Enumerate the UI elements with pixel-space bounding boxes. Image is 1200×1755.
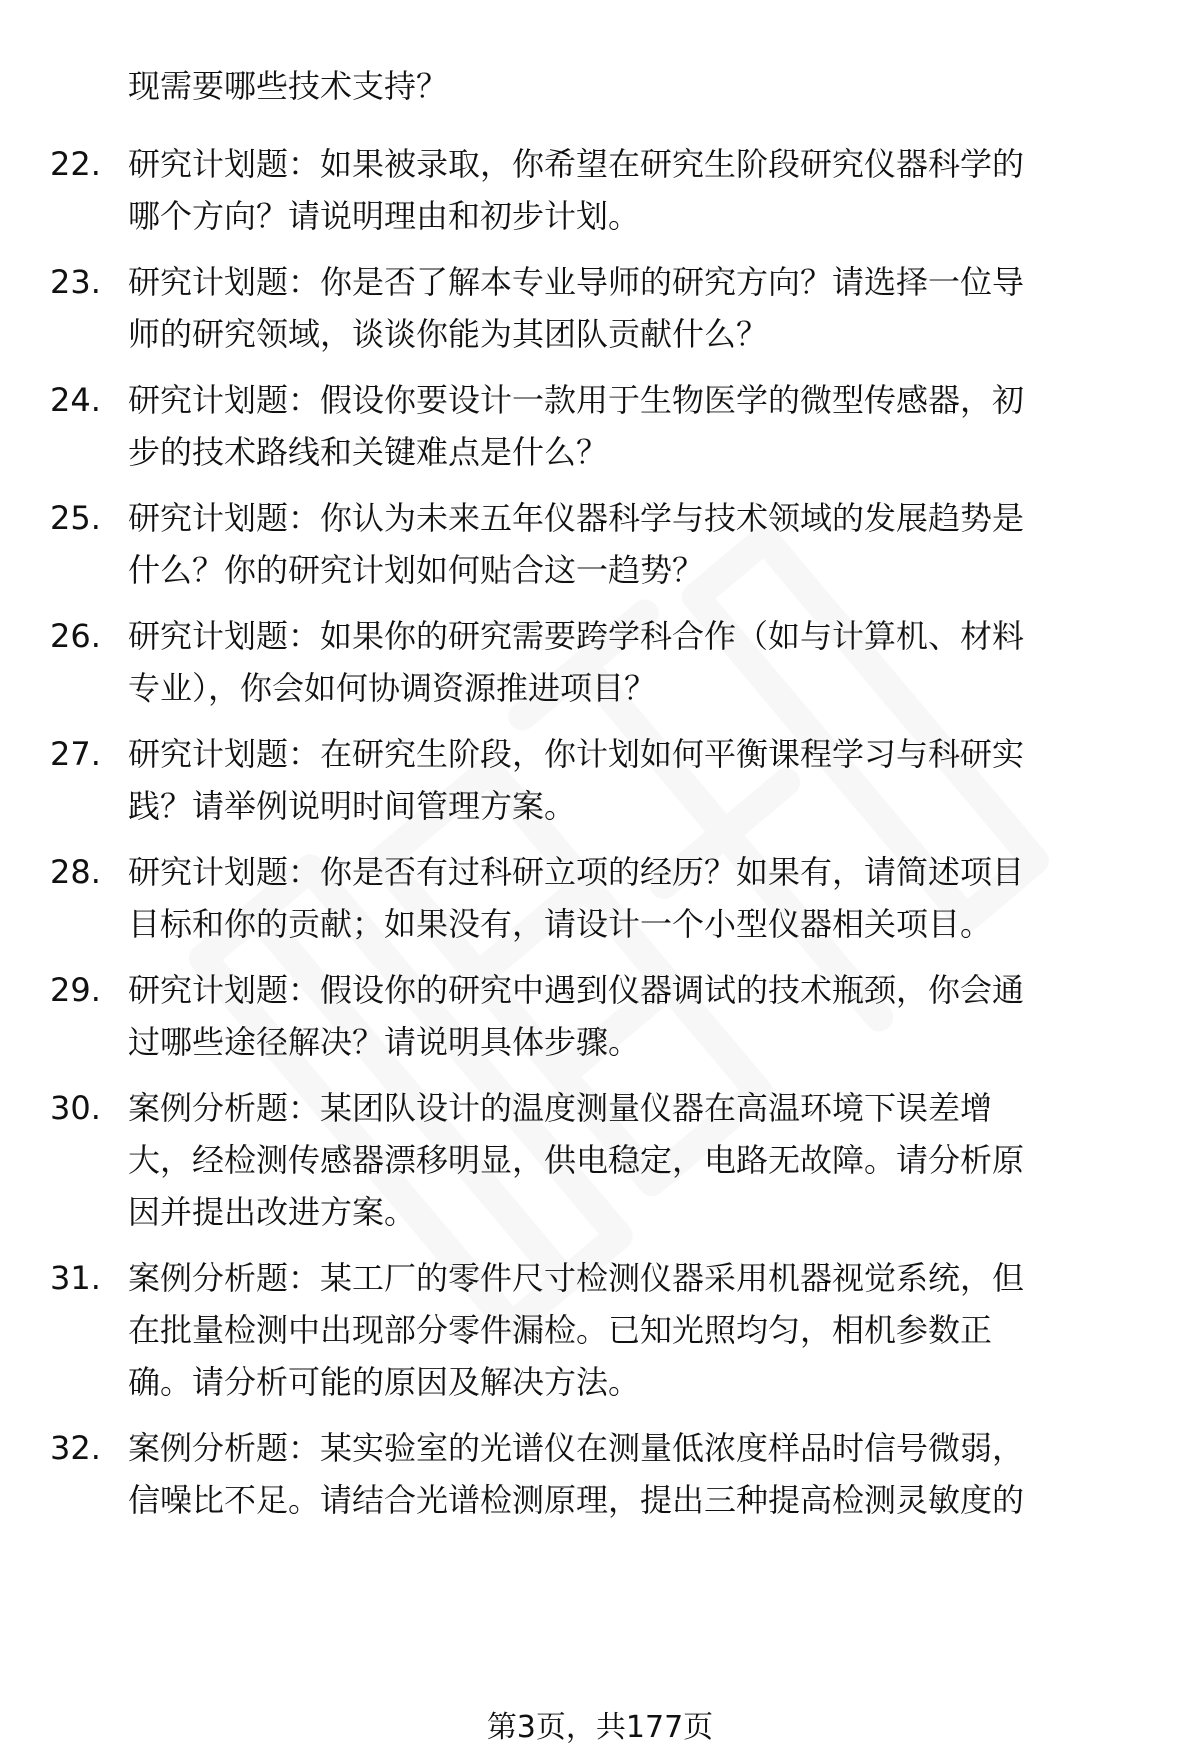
question-text-line: 目标和你的贡献；如果没有，请设计一个小型仪器相关项目。 xyxy=(128,905,993,943)
question-text-line: 信噪比不足。请结合光谱检测原理，提出三种提高检测灵敏度的 xyxy=(128,1481,1025,1519)
question-item xyxy=(50,610,1150,714)
question-text-line: 大，经检测传感器漂移明显，供电稳定，电路无故障。请分析原 xyxy=(128,1141,1025,1179)
question-text-line: 步的技术路线和关键难点是什么？ xyxy=(128,433,609,471)
question-list xyxy=(50,138,1150,1540)
question-text-line: 研究计划题：你是否了解本专业导师的研究方向？请选择一位导 xyxy=(128,263,1025,301)
question-item xyxy=(50,728,1150,832)
question-item xyxy=(50,1082,1150,1238)
question-text-line: 什么？你的研究计划如何贴合这一趋势？ xyxy=(128,551,705,589)
question-number: 24. xyxy=(50,381,101,419)
question-number: 31. xyxy=(50,1259,101,1297)
question-text-line: 研究计划题：你认为未来五年仪器科学与技术领域的发展趋势是 xyxy=(128,499,1025,537)
question-text-line: 研究计划题：假设你的研究中遇到仪器调试的技术瓶颈，你会通 xyxy=(128,971,1025,1009)
question-text-line: 过哪些途径解决？请说明具体步骤。 xyxy=(128,1023,641,1061)
question-text-line: 因并提出改进方案。 xyxy=(128,1193,417,1231)
question-text-line: 研究计划题：如果你的研究需要跨学科合作（如与计算机、材料 xyxy=(128,617,1025,655)
question-number: 32. xyxy=(50,1429,101,1467)
question-text-line: 践？请举例说明时间管理方案。 xyxy=(128,787,577,825)
question-item xyxy=(50,1422,1150,1526)
question-text-line: 案例分析题：某团队设计的温度测量仪器在高温环境下误差增 xyxy=(128,1089,993,1127)
question-number: 28. xyxy=(50,853,101,891)
question-number: 30. xyxy=(50,1089,101,1127)
question-item xyxy=(50,964,1150,1068)
question-text-line: 哪个方向？请说明理由和初步计划。 xyxy=(128,197,641,235)
question-text-line: 确。请分析可能的原因及解决方法。 xyxy=(128,1363,641,1401)
question-item xyxy=(50,256,1150,360)
question-number: 23. xyxy=(50,263,101,301)
question-item xyxy=(50,1252,1150,1408)
question-item xyxy=(50,138,1150,242)
question-number: 29. xyxy=(50,971,101,1009)
question-text-line: 研究计划题：你是否有过科研立项的经历？如果有，请简述项目 xyxy=(128,853,1025,891)
question-text-line: 专业），你会如何协调资源推进项目？ xyxy=(128,669,657,707)
question-text-line: 在批量检测中出现部分零件漏检。已知光照均匀，相机参数正 xyxy=(128,1311,993,1349)
continuation-text: 现需要哪些技术支持？ xyxy=(128,67,449,105)
page-footer: 第3页，共177页 xyxy=(486,1710,714,1745)
question-text-line: 案例分析题：某实验室的光谱仪在测量低浓度样品时信号微弱， xyxy=(128,1429,1025,1467)
question-item xyxy=(50,492,1150,596)
question-number: 27. xyxy=(50,735,101,773)
question-text-line: 研究计划题：在研究生阶段，你计划如何平衡课程学习与科研实 xyxy=(128,735,1025,773)
question-text-line: 案例分析题：某工厂的零件尺寸检测仪器采用机器视觉系统，但 xyxy=(128,1259,1025,1297)
question-item xyxy=(50,846,1150,950)
question-text-line: 研究计划题：假设你要设计一款用于生物医学的微型传感器，初 xyxy=(128,381,1025,419)
question-text-line: 研究计划题：如果被录取，你希望在研究生阶段研究仪器科学的 xyxy=(128,145,1025,183)
question-text-line: 师的研究领域，谈谈你能为其团队贡献什么？ xyxy=(128,315,769,353)
question-number: 22. xyxy=(50,145,101,183)
question-number: 26. xyxy=(50,617,101,655)
question-number: 25. xyxy=(50,499,101,537)
question-item xyxy=(50,374,1150,478)
